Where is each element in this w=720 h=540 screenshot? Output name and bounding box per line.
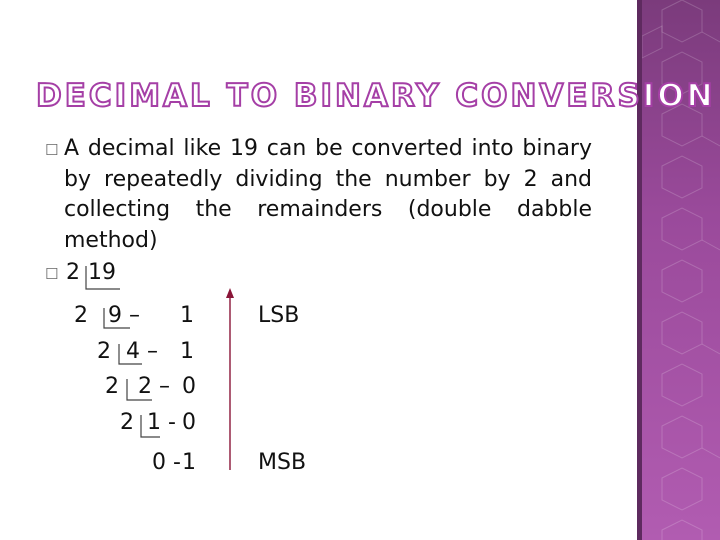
dividend: 4 – xyxy=(126,339,158,364)
remainder: 0 xyxy=(182,374,196,399)
slide-title: DECIMAL TO BINARY CONVERSION xyxy=(36,78,716,114)
dividend: 2 – xyxy=(138,374,170,399)
division-bracket xyxy=(86,266,120,289)
dividend: 1 - xyxy=(147,410,176,435)
division-bracket xyxy=(119,344,142,364)
dividend: 19 xyxy=(88,260,116,285)
lsb-label: LSB xyxy=(258,303,300,328)
divisor: 2 xyxy=(97,339,111,364)
intro-paragraph: A decimal like 19 can be converted into binary by repeatedly dividing the number by 2 and collecting the remainders (double dabble method) xyxy=(64,136,592,253)
arrow-head xyxy=(226,288,234,298)
bullet-icon: ☐ xyxy=(45,141,59,159)
msb-label: MSB xyxy=(258,450,307,475)
division-bracket xyxy=(104,308,130,328)
bullet-icon: ☐ xyxy=(45,265,59,283)
division-bracket xyxy=(141,415,160,437)
remainder: 1 xyxy=(182,450,196,475)
divisor: 2 xyxy=(105,374,119,399)
remainder: 1 xyxy=(180,339,194,364)
divisor: 2 xyxy=(74,303,88,328)
remainder: 0 xyxy=(182,410,196,435)
divisor: 2 xyxy=(120,410,134,435)
divisor: 2 xyxy=(66,260,80,285)
dividend: 0 - xyxy=(152,450,181,475)
dividend: 9 – xyxy=(108,303,140,328)
remainder: 1 xyxy=(180,303,194,328)
division-bracket xyxy=(127,379,152,400)
